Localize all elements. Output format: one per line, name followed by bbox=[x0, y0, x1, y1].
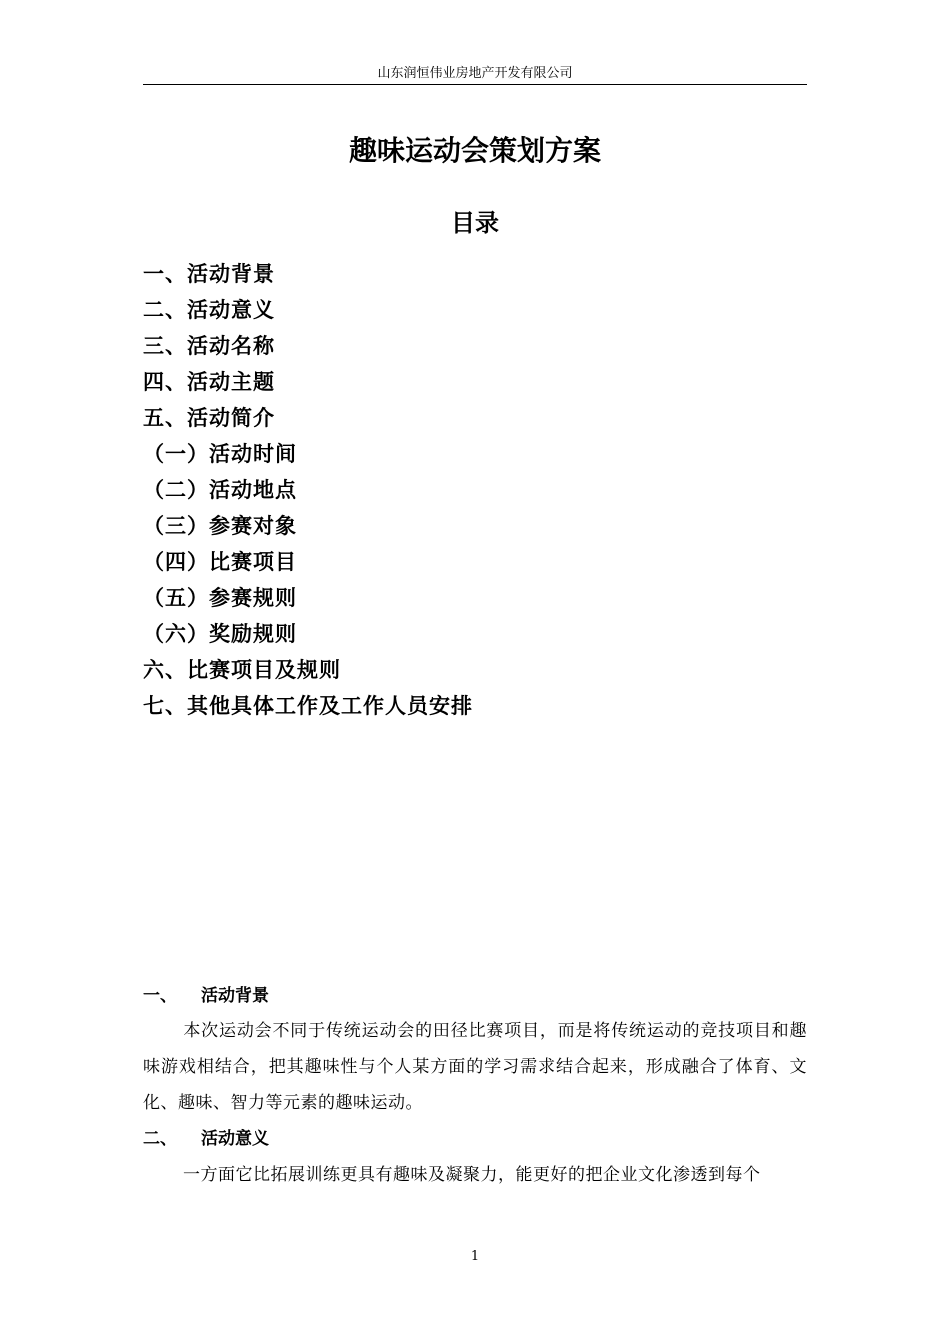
section-title: 活动意义 bbox=[201, 1129, 269, 1149]
toc-item: （四）比赛项目 bbox=[143, 550, 297, 574]
section-title: 活动背景 bbox=[201, 986, 269, 1006]
toc-item: （五）参赛规则 bbox=[143, 586, 297, 610]
toc-item: 七、其他具体工作及工作人员安排 bbox=[143, 694, 473, 718]
toc-item: 六、比赛项目及规则 bbox=[143, 658, 341, 682]
section-number: 二、 bbox=[143, 1129, 177, 1149]
toc-item: 五、活动简介 bbox=[143, 406, 275, 430]
toc-item: 三、活动名称 bbox=[143, 334, 275, 358]
section-heading-background bbox=[143, 984, 269, 1008]
paragraph-text: 本次运动会不同于传统运动会的田径比赛项目，而是将传统运动的竞技项目和趣味游戏相结合，把其趣味性与个人某方面的学习需求结合起来，形成融合了体育、文化、趣味、智力等元素的趣味运动。 bbox=[143, 1021, 807, 1113]
toc-item: （二）活动地点 bbox=[143, 478, 297, 502]
toc-item: 四、活动主题 bbox=[143, 370, 275, 394]
toc-item: （一）活动时间 bbox=[143, 442, 297, 466]
header-rule bbox=[143, 84, 807, 85]
table-of-contents bbox=[143, 256, 473, 724]
section-heading-significance bbox=[143, 1127, 269, 1151]
page-number: 1 bbox=[470, 1249, 480, 1264]
toc-item: 一、活动背景 bbox=[143, 262, 275, 286]
section-paragraph-background bbox=[143, 1013, 807, 1121]
paragraph-text: 一方面它比拓展训练更具有趣味及凝聚力，能更好的把企业文化渗透到每个 bbox=[183, 1165, 761, 1185]
toc-item: （六）奖励规则 bbox=[143, 622, 297, 646]
section-paragraph-significance bbox=[143, 1157, 807, 1193]
section-number: 一、 bbox=[143, 986, 177, 1006]
toc-item: （三）参赛对象 bbox=[143, 514, 297, 538]
document-title: 趣味运动会策划方案 bbox=[348, 134, 601, 167]
toc-heading: 目录 bbox=[451, 209, 499, 237]
header-company-name: 山东润恒伟业房地产开发有限公司 bbox=[377, 66, 573, 81]
toc-item: 二、活动意义 bbox=[143, 298, 275, 322]
